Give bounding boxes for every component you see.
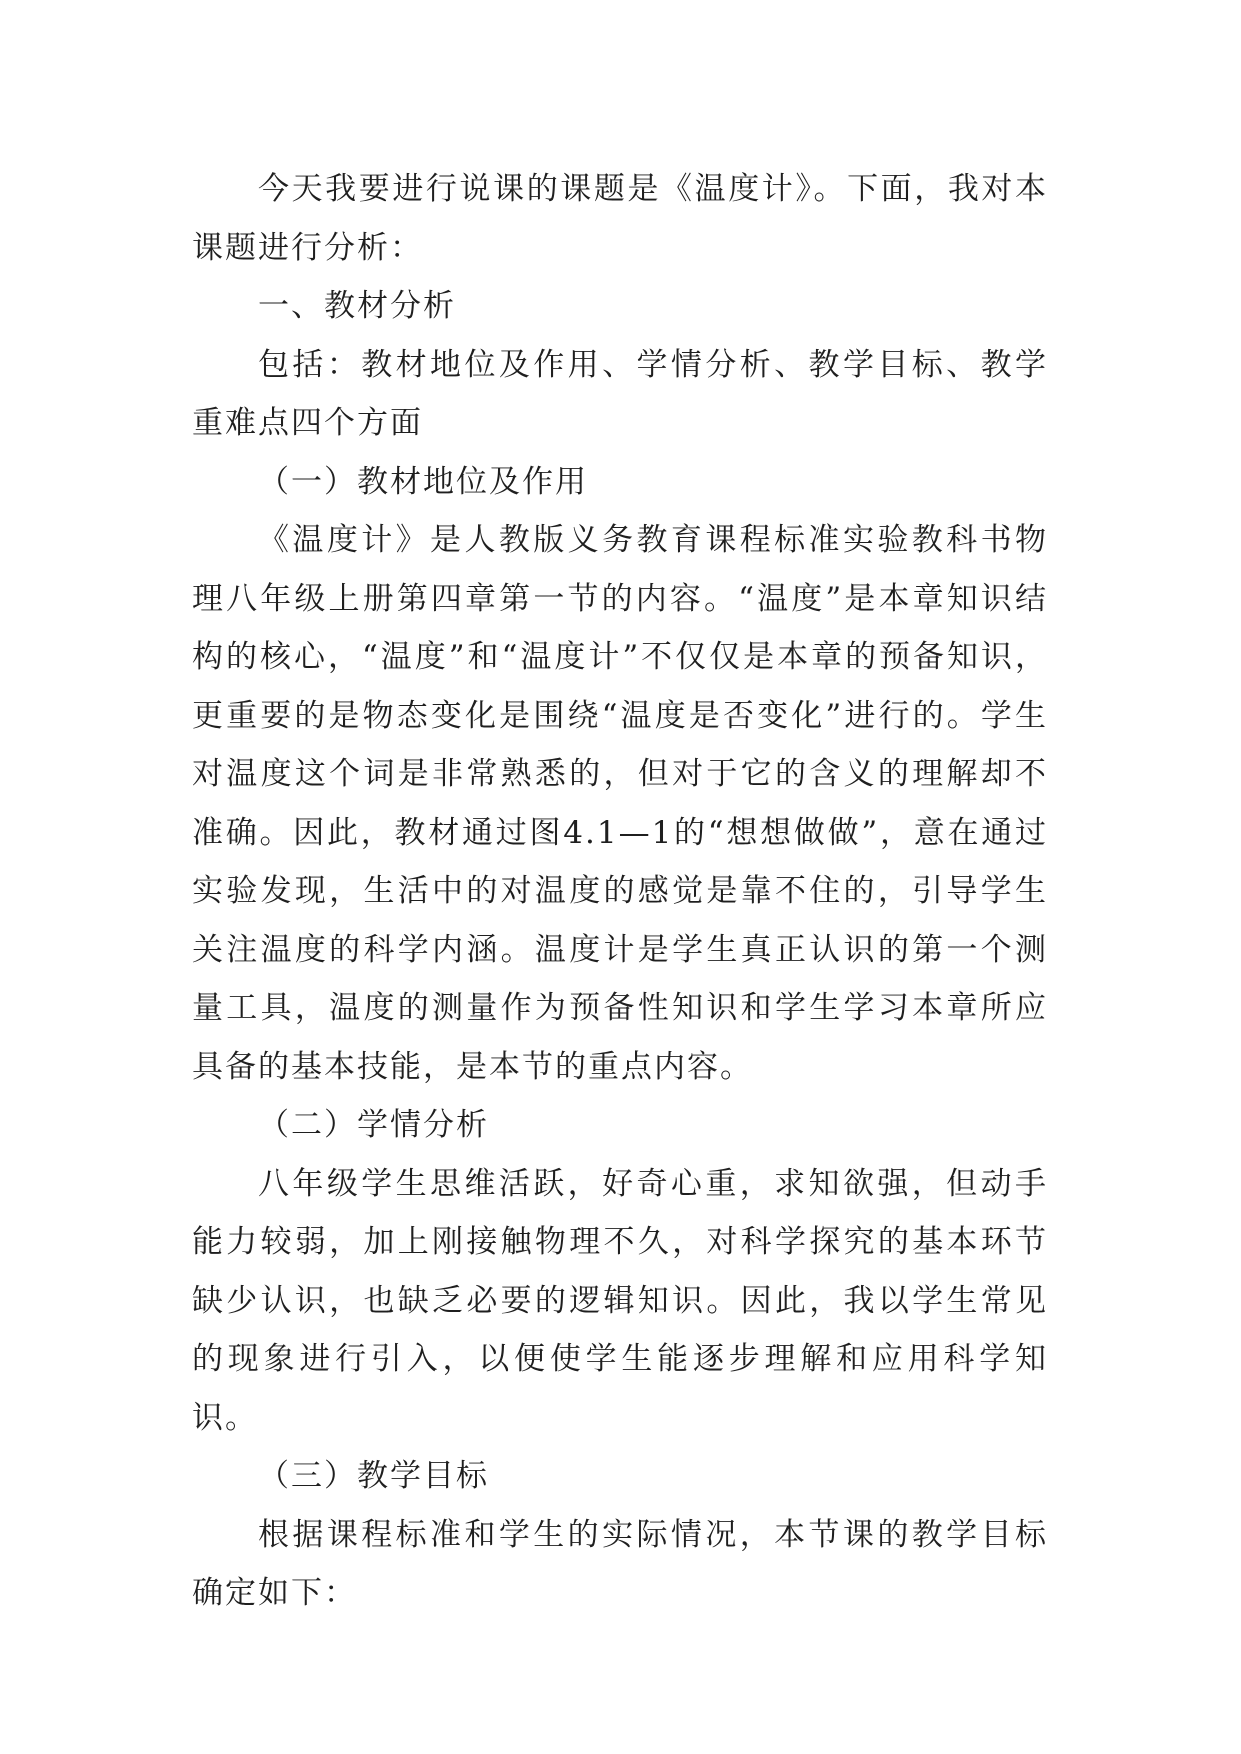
teaching-objectives-paragraph: 根据课程标准和学生的实际情况，本节课的教学目标确定如下： <box>192 1516 1048 1611</box>
subheading-textbook-position: （一）教材地位及作用 <box>258 463 588 500</box>
section-heading-textbook-analysis: 一、教材分析 <box>258 288 456 324</box>
document-body <box>192 160 1048 1623</box>
intro-paragraph: 今天我要进行说课的课题是《温度计》。下面，我对本课题进行分析： <box>192 171 1048 266</box>
subheading-teaching-objectives: （三）教学目标 <box>258 1458 489 1494</box>
scope-paragraph: 包括：教材地位及作用、学情分析、教学目标、教学重难点四个方面 <box>192 346 1048 441</box>
student-analysis-paragraph: 八年级学生思维活跃，好奇心重，求知欲强，但动手能力较弱，加上刚接触物理不久，对科学探究的基本环节缺少认识，也缺乏必要的逻辑知识。因此，我以学生常见的现象进行引入，以便使学生能逐步理解和应用科学知识。 <box>192 1165 1048 1436</box>
subheading-student-analysis: （二）学情分析 <box>258 1107 489 1143</box>
textbook-position-paragraph: 《温度计》是人教版义务教育课程标准实验教科书物理八年级上册第四章第一节的内容。“温度”是本章知识结构的核心，“温度”和“温度计”不仅仅是本章的预备知识，更重要的是物态变化是围绕“温度是否变化”进行的。学生对温度这个词是非常熟悉的，但对于它的含义的理解却不准确。因此，教材通过图4.1—1的“想想做做”，意在通过实验发现，生活中的对温度的感觉是靠不住的，引导学生关注温度的科学内涵。温度计是学生真正认识的第一个测量工具，温度的测量作为预备性知识和学生学习本章所应具备的基本技能，是本节的重点内容。 <box>192 522 1048 1085</box>
